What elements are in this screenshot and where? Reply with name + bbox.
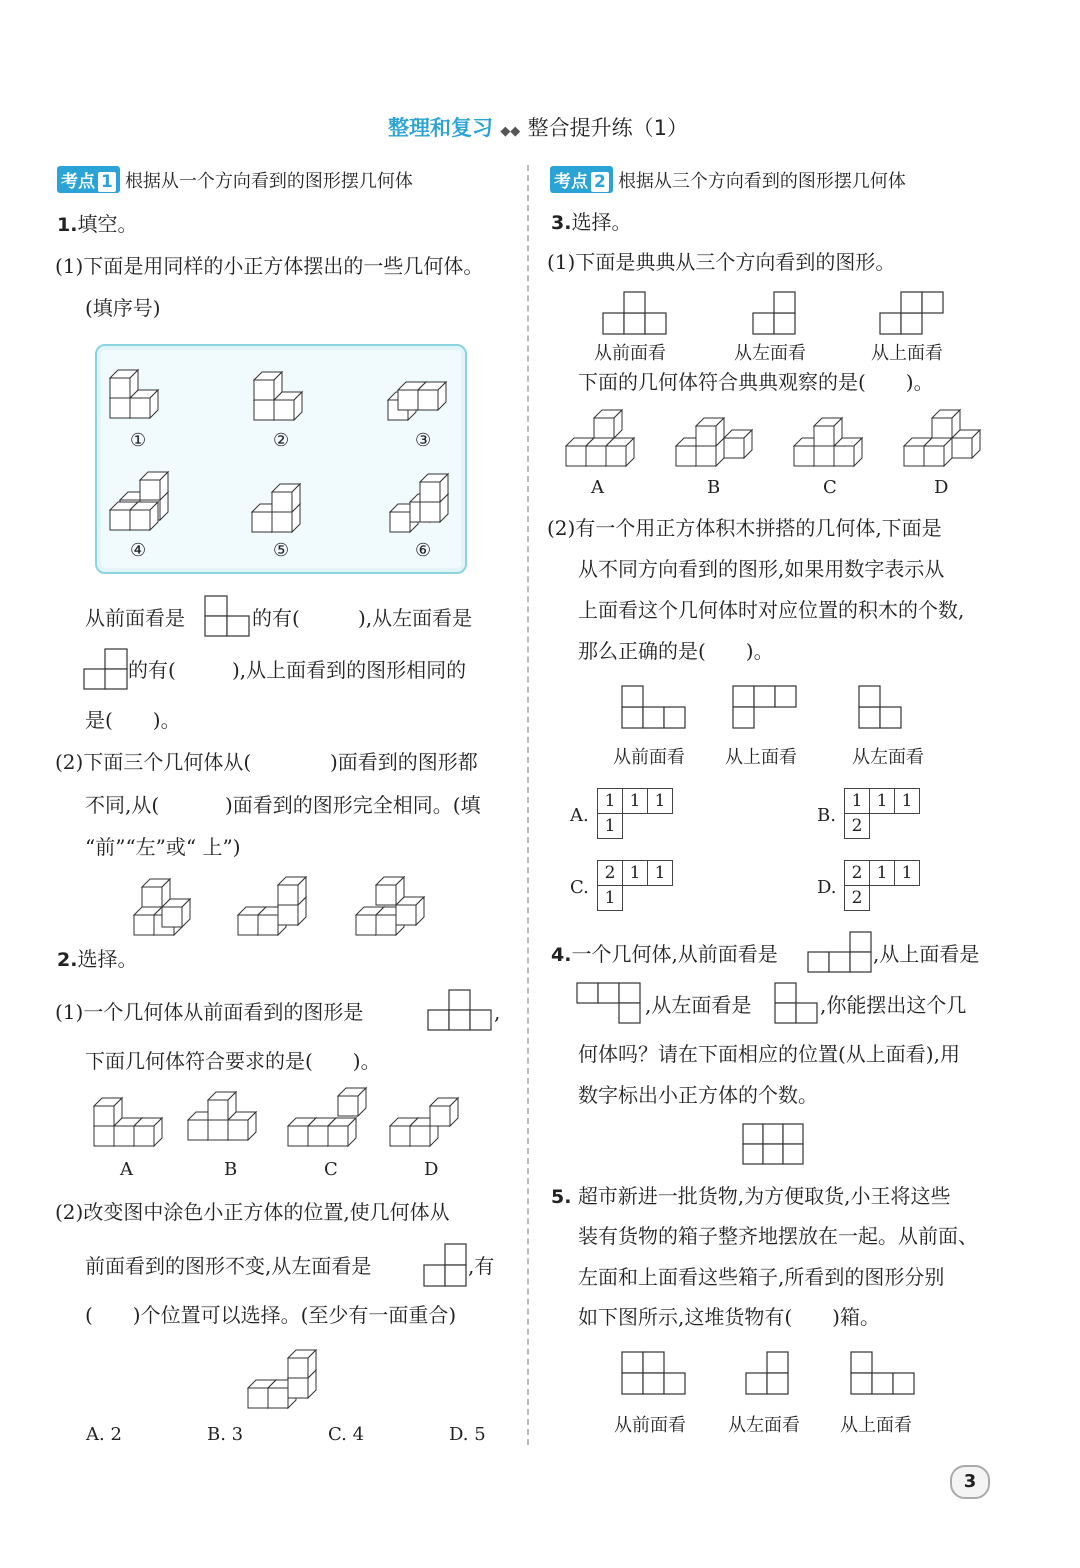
q3-p2-line1: (2)有一个用正方体积木拼搭的几何体,下面是 (547, 516, 942, 540)
q3-view-label-3: 从上面看 (871, 343, 943, 364)
q3-opt-a (566, 410, 634, 466)
q3-views2 (622, 686, 901, 728)
q2-answer-d: D. 5 (449, 1424, 486, 1445)
q3-opt-b (676, 418, 752, 466)
solid-label-6: ⑥ (415, 540, 432, 561)
q5-view-label-1: 从前面看 (614, 1415, 686, 1436)
choice-a-label: A. (570, 805, 589, 826)
section-badge-2: 考点 2 (550, 166, 613, 193)
q2-opt-label-a: A (120, 1159, 133, 1180)
q2-p2a: (2)改变图中涂色小正方体的位置,使几何体从 (55, 1200, 450, 1224)
q2-p1b: , (494, 1000, 501, 1024)
q3-opt-d (904, 410, 980, 466)
q4-line4: 数字标出小正方体的个数。 (578, 1083, 818, 1107)
q4-line1a: 4.一个几何体,从前面看是 (551, 942, 778, 966)
q2-p1c: 下面几何体符合要求的是( )。 (85, 1049, 381, 1073)
q1-solid-b (238, 877, 306, 935)
solid-label-5: ⑤ (273, 540, 290, 561)
choice-c-grid: 2 1 1 1 (597, 860, 673, 911)
q5-line2: 装有货物的箱子整齐地摆放在一起。从前面、 (578, 1224, 978, 1248)
q1-solid-a (134, 879, 190, 935)
q2-answer-c: C. 4 (328, 1424, 365, 1445)
q3-p1: (1)下面是典典从三个方向看到的图形。 (547, 250, 896, 274)
solid-3 (388, 382, 446, 420)
q3-opt-label-a: A (591, 477, 604, 498)
q2-solid (248, 1350, 316, 1408)
q4-line1b: ,从上面看是 (873, 942, 980, 966)
q1-p1b: (填序号) (85, 296, 161, 320)
q3-opt-label-d: D (934, 477, 949, 498)
choice-d-grid: 2 1 1 2 (844, 860, 920, 911)
section-badge: 考点 1 (57, 166, 120, 193)
q3-view2-label-1: 从前面看 (613, 747, 685, 768)
choice-c-label: C. (570, 877, 589, 898)
q2-opt-label-b: B (224, 1159, 238, 1180)
q3-opt-label-c: C (823, 477, 837, 498)
choice-d-label: D. (817, 877, 837, 898)
solid-label-2: ② (273, 430, 290, 451)
q3-views (603, 292, 943, 334)
solid-1 (110, 370, 158, 418)
choice-b-grid: 1 1 1 2 (844, 788, 920, 839)
title-right: 整合提升练（1） (527, 116, 688, 140)
section-header-2 (550, 166, 906, 193)
q3-opt-label-b: B (707, 477, 721, 498)
solid-2 (254, 372, 302, 420)
choice-a-grid: 1 1 1 1 (597, 788, 673, 839)
q2-opt-label-c: C (324, 1159, 338, 1180)
q2-opt-b (188, 1092, 256, 1140)
q3-view-label-1: 从前面看 (594, 343, 666, 364)
section-title-2: 根据从三个方向看到的图形摆几何体 (617, 171, 906, 192)
q3-view-label-2: 从左面看 (734, 343, 806, 364)
q3-p2-line3: 上面看这个几何体时对应位置的积木的个数, (578, 598, 965, 622)
q5-line1: 5. 超市新进一批货物,为方便取货,小王将这些 (551, 1184, 951, 1208)
q2-answer-b: B. 3 (207, 1424, 244, 1445)
q3-p2-line4: 那么正确的是( )。 (578, 639, 774, 663)
q2-p2d: ( )个位置可以选择。(至少有一面重合) (85, 1303, 457, 1327)
q1-p1a: (1)下面是用同样的小正方体摆出的一些几何体。 (55, 254, 484, 278)
q2-opt-c (288, 1088, 366, 1146)
q2-answer-a: A. 2 (86, 1424, 122, 1445)
q3-heading: 3.选择。 (551, 210, 632, 234)
page-number: 3 (950, 1465, 990, 1499)
q3-view2-label-2: 从上面看 (725, 747, 797, 768)
q1-p2b: )面看到的图形都 (330, 750, 478, 774)
q2-opt-d (390, 1098, 458, 1146)
q5-line4: 如下图所示,这堆货物有( )箱。 (578, 1305, 880, 1329)
title-left: 整理和复习 (388, 116, 493, 140)
q4-line2a: ,从左面看是 (645, 993, 752, 1017)
q3-opt-c (794, 418, 862, 466)
q1-fill-1a: 从前面看是 (85, 606, 185, 630)
solid-label-1: ① (130, 430, 147, 451)
q1-p2c: 不同,从( (85, 793, 160, 817)
q3-p1b: 下面的几何体符合典典观察的是( )。 (578, 370, 934, 394)
q1-fill-2b: ),从上面看到的图形相同的 (232, 658, 467, 682)
solid-6 (390, 474, 448, 532)
q1-fill-1c: ),从左面看是 (358, 606, 473, 630)
q3-p2-line2: 从不同方向看到的图形,如果用数字表示从 (578, 557, 945, 581)
q4-line3: 何体吗？请在下面相应的位置(从上面看),用 (578, 1042, 960, 1066)
solid-5 (252, 484, 300, 532)
q4-line2b: ,你能摆出这个几 (820, 993, 967, 1017)
q2-opt-label-d: D (424, 1159, 439, 1180)
q1-p2a: (2)下面三个几何体从( (55, 750, 252, 774)
title-arrow: ◆◆ (500, 124, 521, 139)
q2-p2c: ,有 (468, 1254, 495, 1278)
q5-view-label-3: 从上面看 (840, 1415, 912, 1436)
q1-fill-2a: 的有( (128, 658, 176, 682)
q1-solid-c (356, 877, 424, 935)
q1-p2e: “前”“左”或“ 上”) (85, 835, 241, 859)
q3-view2-label-3: 从左面看 (852, 747, 924, 768)
q2-p1a: (1)一个几何体从前面看到的图形是 (55, 1000, 364, 1024)
solid-label-3: ③ (415, 430, 432, 451)
q2-p2b: 前面看到的图形不变,从左面看是 (85, 1254, 372, 1278)
q1-fill-3: 是( )。 (85, 708, 181, 732)
q2-opt-a (94, 1098, 162, 1146)
inline-shapes (84, 596, 491, 1286)
q1-heading: 1.填空。 (57, 212, 138, 236)
q1-fill-1b: 的有( (252, 606, 300, 630)
solid-label-4: ④ (130, 540, 147, 561)
section-title: 根据从一个方向看到的图形摆几何体 (124, 171, 413, 192)
q2-heading: 2.选择。 (57, 947, 138, 971)
q5-line3: 左面和上面看这些箱子,所看到的图形分别 (578, 1265, 945, 1289)
q1-p2d: )面看到的图形完全相同。(填 (225, 793, 481, 817)
solid-4 (110, 472, 168, 530)
q5-view-label-2: 从左面看 (728, 1415, 800, 1436)
choice-b-label: B. (817, 805, 836, 826)
q5-views (622, 1352, 914, 1394)
